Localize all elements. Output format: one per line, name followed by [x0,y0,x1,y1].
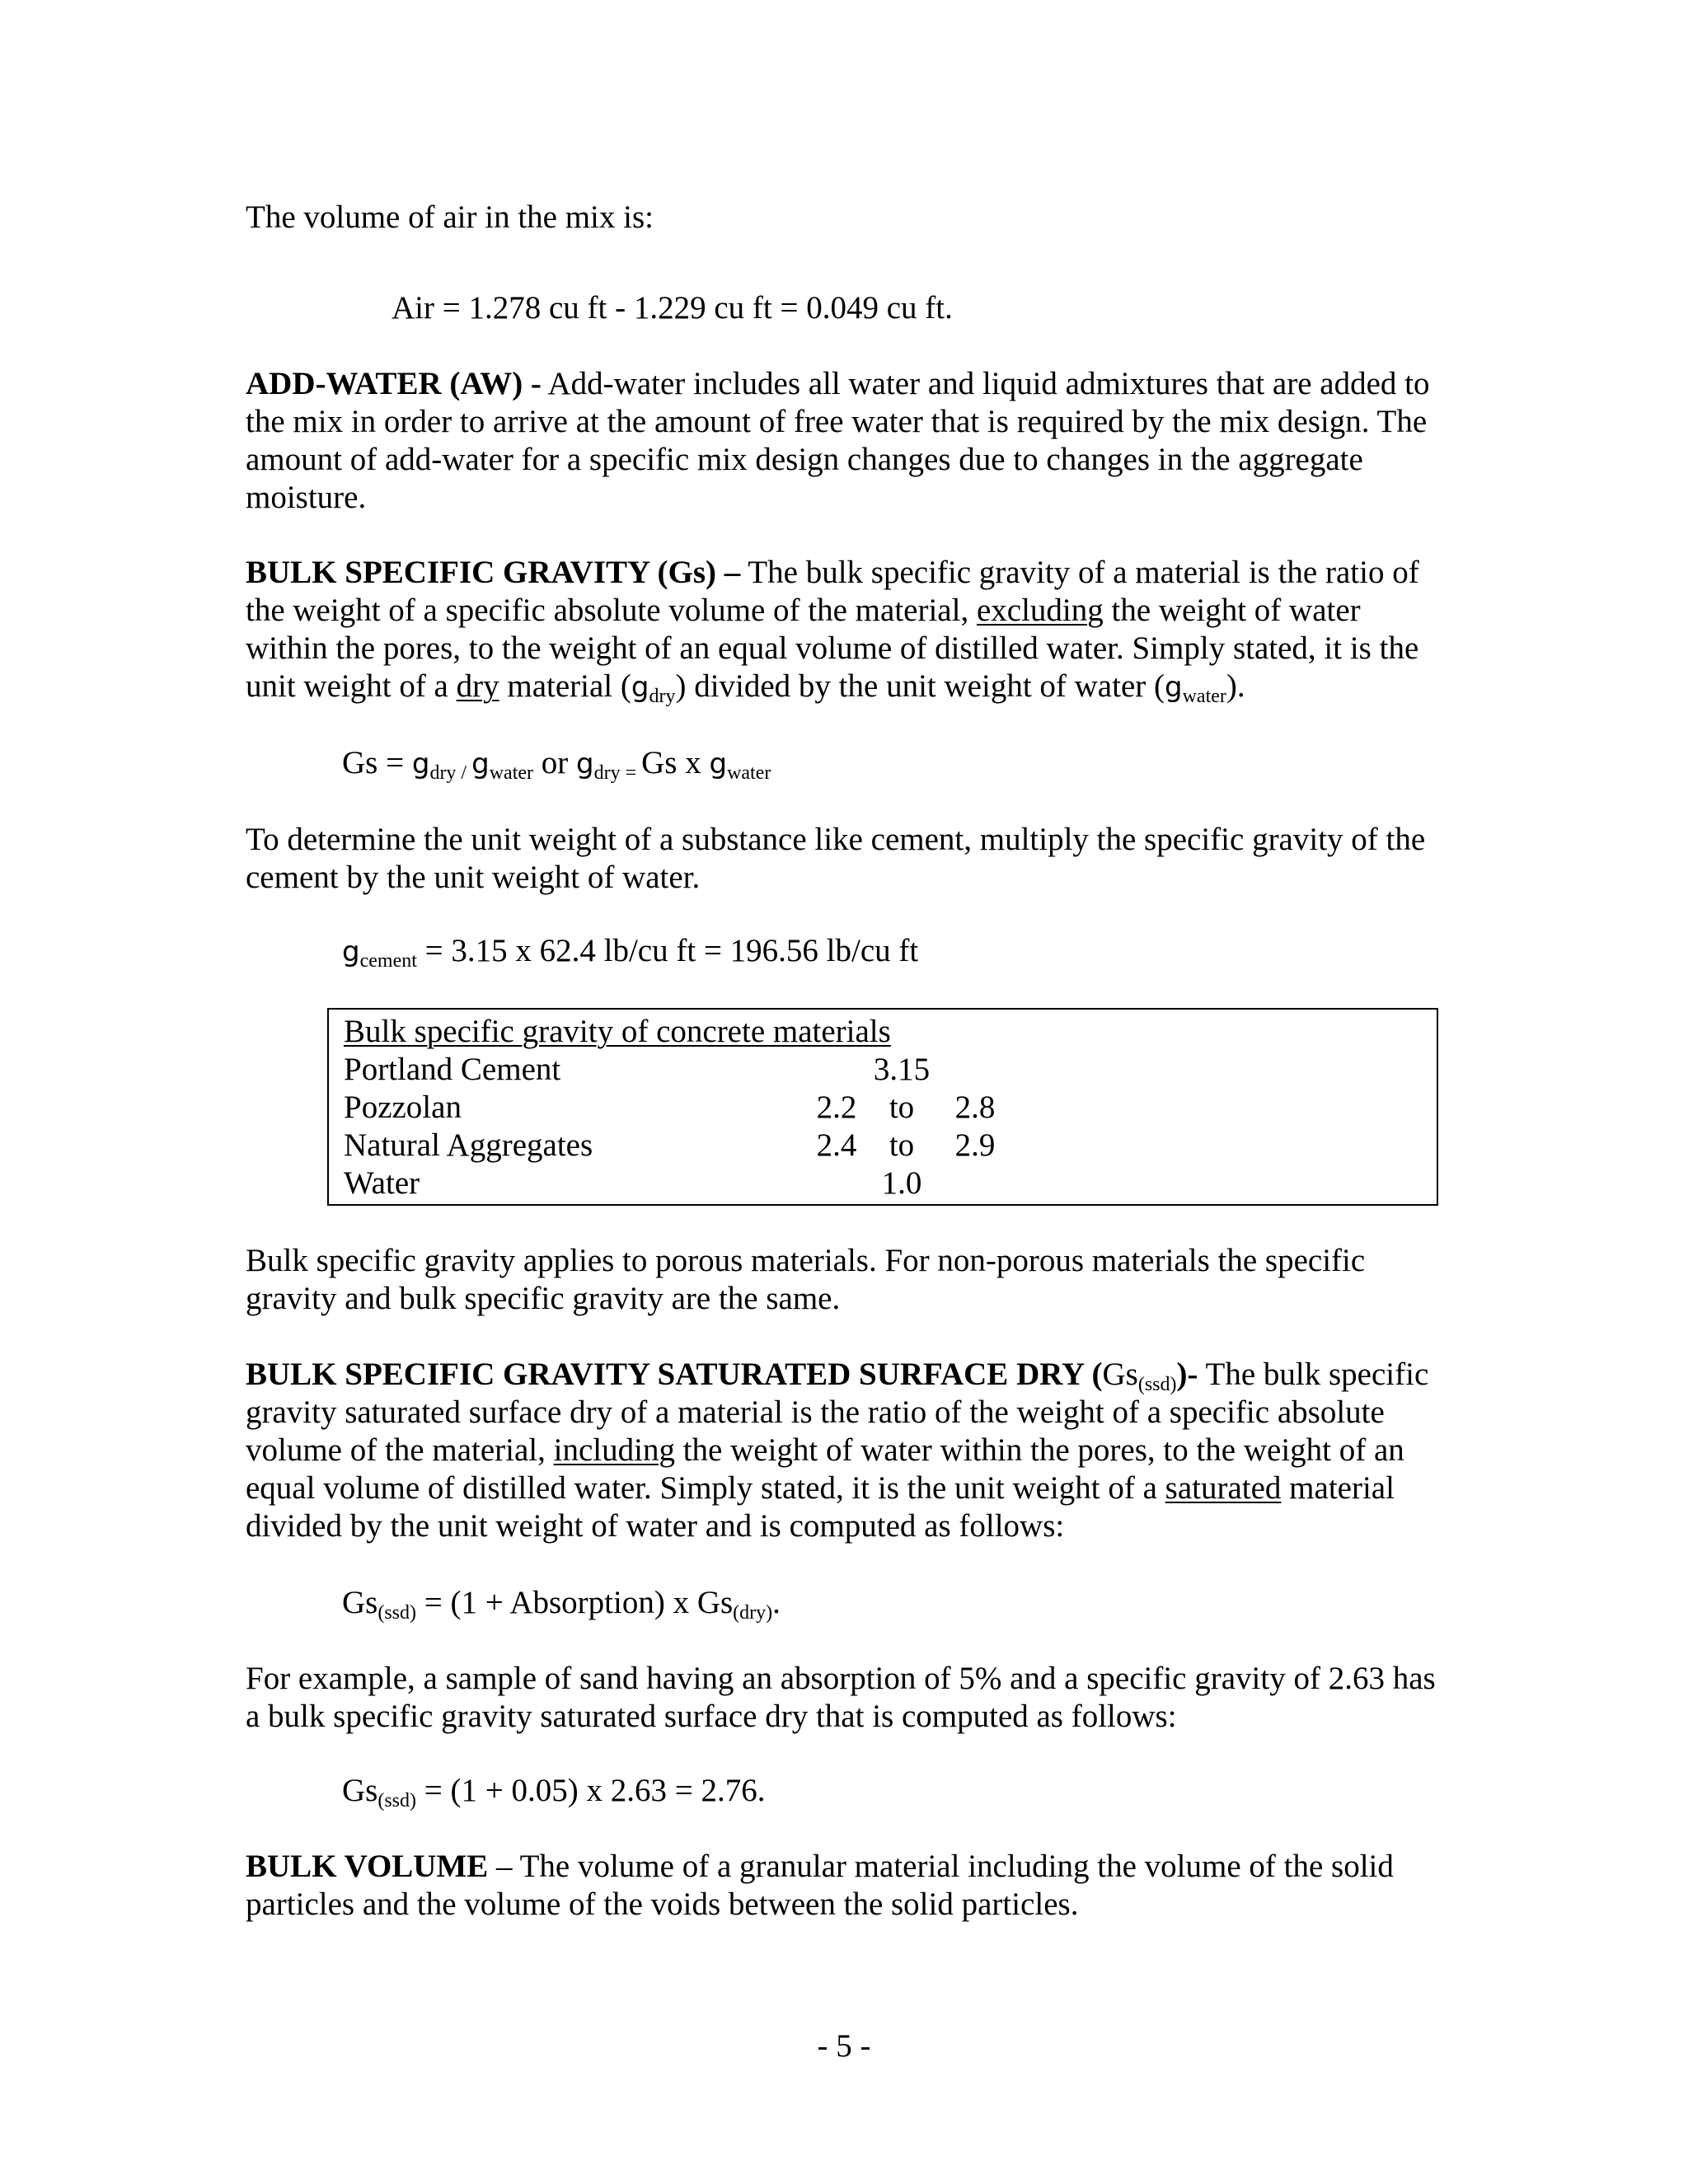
ssd-eq-end: . [772,1585,781,1620]
subscript-ssd: (ssd) [377,1790,417,1811]
unit-weight-paragraph: To determine the unit weight of a substance like cement, multiply the specific gravity of the cement by the unit weight of water. [246,822,1426,895]
ssd-eq-mid: = (1 + Absorption) x Gs [416,1585,734,1620]
bulk-sg-text-4: ) divided by the unit weight of water ( [675,668,1165,704]
sg-mid: 3.15 [873,1052,931,1087]
gamma-symbol: g [576,748,594,780]
cement-eq-rest: = 3.15 x 62.4 lb/cu ft = 196.56 lb/cu ft [416,933,919,968]
gs-eq-part: or [533,745,576,780]
cement-unit-weight-equation [342,932,918,971]
gamma-symbol: g [1164,671,1183,704]
gs-eq-sub: water [489,762,533,784]
add-water-definition [246,365,1449,517]
dry-emphasis: dry [456,668,499,704]
sg-high: 2.9 [954,1127,996,1163]
material-name: Natural Aggregates [344,1127,593,1163]
saturated-emphasis: saturated [1165,1470,1282,1506]
subscript-water: water [1182,686,1226,707]
bulk-sg-text-2: the weight of water within the pores, to the weight of an equal volume of distilled water. Simply stated, it is the unit weight of a [246,593,1419,704]
table-row [344,1089,1415,1127]
example-eq-gs: Gs [342,1773,378,1808]
table-row [344,1165,1415,1202]
gs-eq-part: Gs = [342,745,412,780]
sg-mid: to [889,1090,915,1125]
ssd-text-1: The bulk specific gravity saturated surface dry of a material is the ratio of the weight of a specific absolute volume of the material, [246,1357,1429,1468]
ssd-text-2: the weight of water within the pores, to the weight of an equal volume of distilled water. Simply stated, it is the unit weight of a [246,1432,1404,1506]
example-paragraph: For example, a sample of sand having an absorption of 5% and a specific gravity of 2.63 has a bulk specific gravity saturated surface dry that is computed as follows: [246,1661,1436,1734]
ssd-text-3: material divided by the unit weight of water and is computed as follows: [246,1470,1395,1544]
subscript-dry: (dry) [733,1602,773,1624]
bulk-volume-text: – The volume of a granular material including the volume of the solid particles and the volume of the voids between the solid particles. [246,1849,1394,1922]
table-row [344,1051,1415,1089]
bulk-sg-text-5: ). [1226,668,1245,704]
page-number: - 5 - [817,2028,871,2064]
bulk-sg-term: BULK SPECIFIC GRAVITY (Gs) – [246,555,741,590]
gamma-symbol: g [411,748,430,780]
material-name: Water [344,1165,420,1201]
subscript-ssd: (ssd) [1137,1374,1177,1395]
ssd-eq-gs: Gs [342,1585,378,1620]
add-water-text: Add-water includes all water and liquid admixtures that are added to the mix in order to arrive at the amount of free water that is required by the mix design. The amount of add-water for a specific mix design changes due to changes in the aggregate moisture. [246,366,1430,515]
gamma-symbol: g [631,671,649,704]
gamma-symbol: g [709,748,728,780]
sg-low: 2.4 [816,1127,857,1163]
gs-eq-part: Gs x [641,745,710,780]
bulk-sg-text-1: The bulk specific gravity of a material is the ratio of the weight of a specific absolute volume of the material, [246,555,1419,628]
air-volume-intro: The volume of air in the mix is: [246,199,654,235]
air-equation: Air = 1.278 cu ft - 1.229 cu ft = 0.049 cu ft. [392,290,953,326]
gs-eq-sub: dry / [429,762,472,784]
subscript-dry: dry [649,686,676,707]
material-name: Pozzolan [344,1090,462,1125]
ssd-term-end: )- [1176,1357,1198,1392]
bulk-volume-term: BULK VOLUME [246,1849,489,1884]
specific-gravity-table [327,1008,1438,1206]
material-name: Portland Cement [344,1052,561,1087]
table-row [344,1127,1415,1165]
bulk-sg-ssd-definition [246,1356,1449,1545]
subscript-ssd: (ssd) [377,1602,417,1624]
sg-low: 2.2 [816,1090,857,1125]
gamma-symbol: g [471,748,490,780]
add-water-term: ADD-WATER (AW) - [246,366,542,401]
example-equation [342,1772,765,1810]
sg-mid: 1.0 [881,1165,922,1201]
table-title-text: Bulk specific gravity of concrete materials [344,1014,891,1049]
ssd-equation [342,1584,781,1622]
bulk-specific-gravity-definition [246,554,1449,706]
gs-eq-sub: dry = [593,762,642,784]
table-title [344,1013,891,1051]
subscript-cement: cement [359,950,417,972]
porous-materials-paragraph: Bulk specific gravity applies to porous materials. For non-porous materials the specific gravity and bulk specific gravity are the same. [246,1243,1366,1316]
gs-eq-sub: water [727,762,771,784]
bulk-sg-text-3: material ( [499,668,631,704]
ssd-term: BULK SPECIFIC GRAVITY SATURATED SURFACE DRY ( [246,1357,1103,1392]
sg-high: 2.8 [954,1090,996,1125]
ssd-term-gs: Gs [1102,1357,1138,1392]
bulk-volume-definition [246,1848,1449,1924]
gamma-symbol: g [342,935,360,968]
excluding-emphasis: excluding [976,593,1104,628]
gs-equation [342,744,771,783]
sg-mid: to [889,1127,915,1163]
including-emphasis: including [553,1432,675,1468]
example-eq-rest: = (1 + 0.05) x 2.63 = 2.76. [416,1773,766,1808]
